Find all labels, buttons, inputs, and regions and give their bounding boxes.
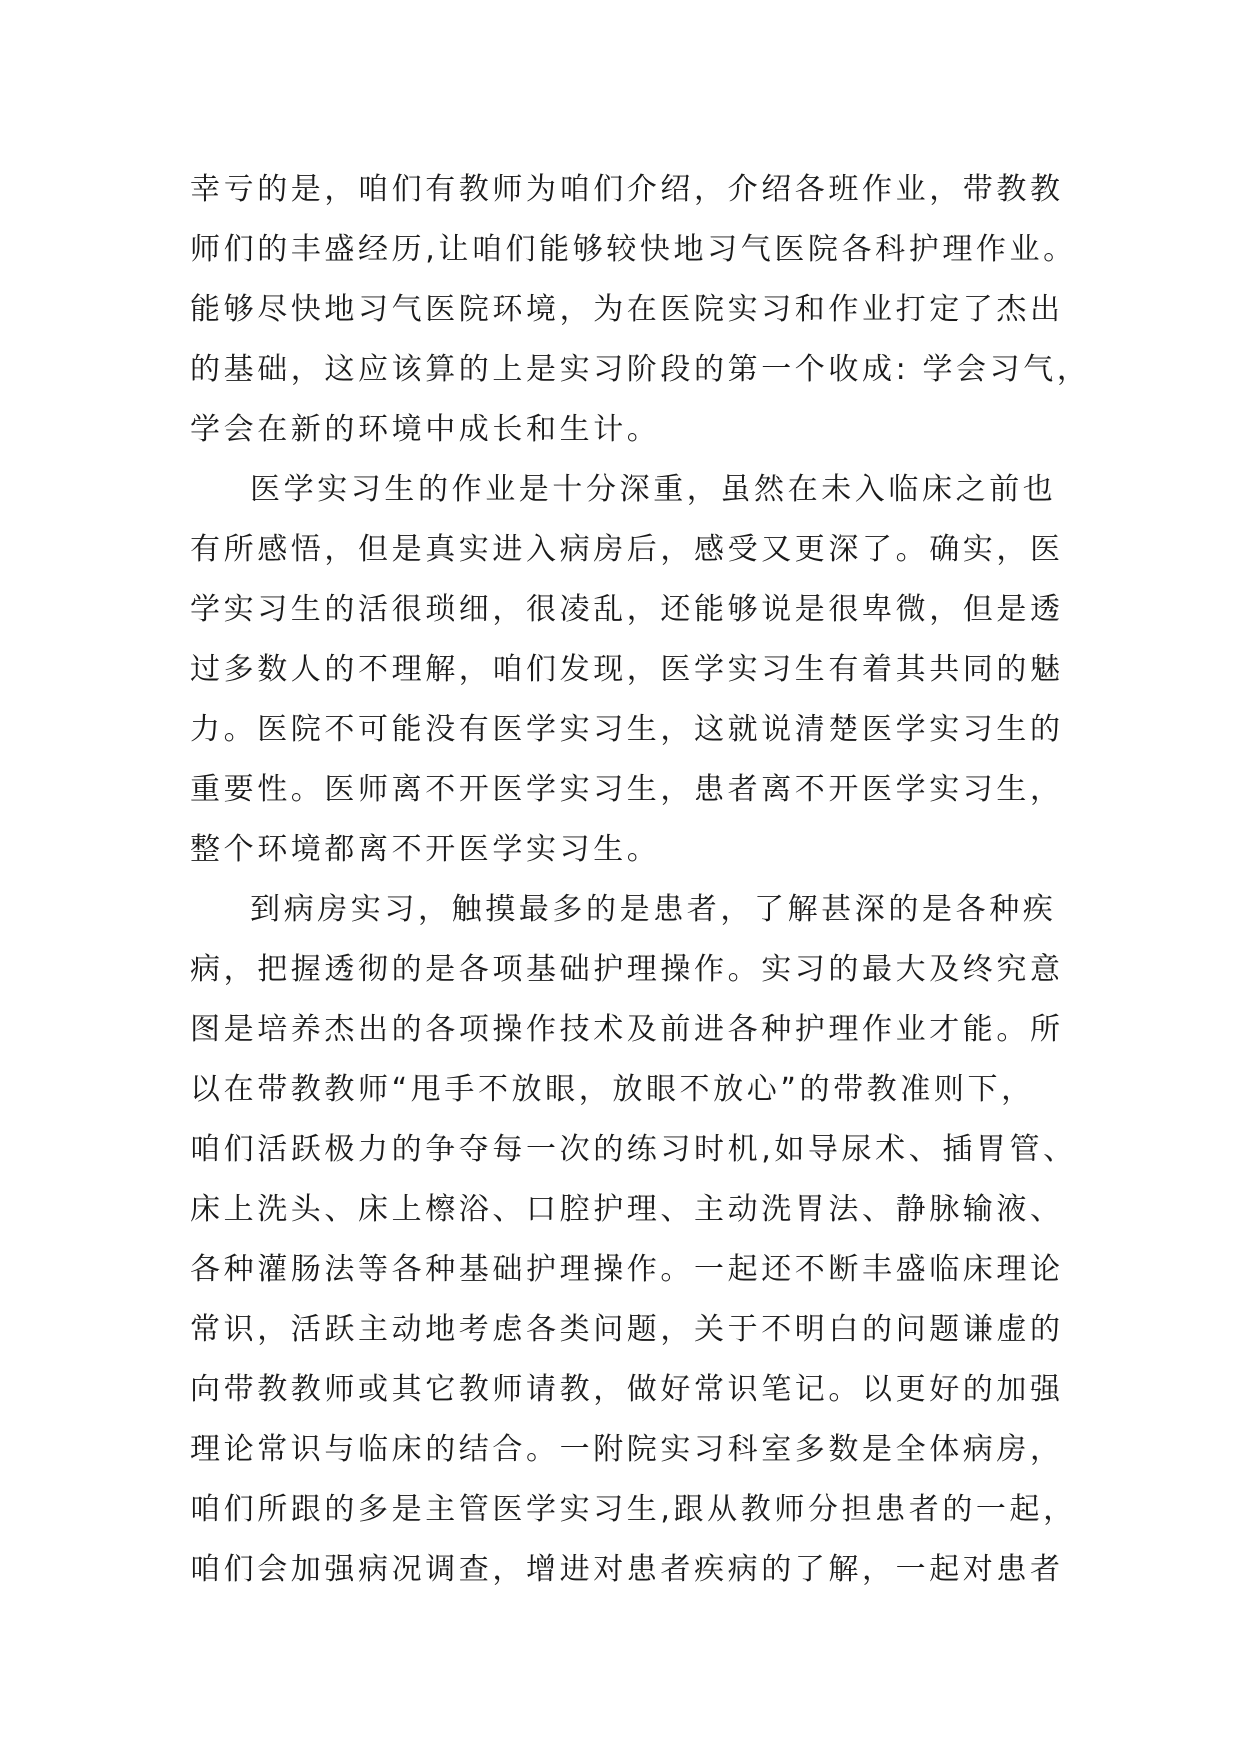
text-line: 师们的丰盛经历,让咱们能够较快地习气医院各科护理作业。 xyxy=(190,232,1077,267)
text-line: 能够尽快地习气医院环境，为在医院实习和作业打定了杰出 xyxy=(190,292,1064,327)
text-line: 各种灌肠法等各种基础护理操作。一起还不断丰盛临床理论 xyxy=(190,1252,1064,1287)
text-line: 医学实习生的作业是十分深重，虽然在未入临床之前也 xyxy=(250,472,1057,507)
text-line: 以在带教教师“甩手不放眼，放眼不放心”的带教准则下， xyxy=(190,1072,1035,1107)
text-line: 常识，活跃主动地考虑各类问题，关于不明白的问题谦虚的 xyxy=(190,1312,1064,1347)
text-line: 的基础，这应该算的上是实习阶段的第一个收成: 学会习气， xyxy=(190,352,1091,387)
text-line: 整个环境都离不开医学实习生。 xyxy=(190,832,661,867)
text-line: 床上洗头、床上檫浴、口腔护理、主动洗胃法、静脉输液、 xyxy=(190,1192,1064,1227)
text-line: 咱们所跟的多是主管医学实习生,跟从教师分担患者的一起， xyxy=(190,1492,1077,1527)
text-line: 到病房实习，触摸最多的是患者，了解甚深的是各种疾 xyxy=(250,892,1057,927)
text-line: 向带教教师或其它教师请教，做好常识笔记。以更好的加强 xyxy=(190,1372,1064,1407)
text-line: 过多数人的不理解，咱们发现，医学实习生有着其共同的魅 xyxy=(190,652,1064,687)
text-line: 有所感悟，但是真实进入病房后，感受又更深了。确实，医 xyxy=(190,532,1064,567)
text-line: 力。医院不可能没有医学实习生，这就说清楚医学实习生的 xyxy=(190,712,1064,747)
text-line: 理论常识与临床的结合。一附院实习科室多数是全体病房， xyxy=(190,1432,1064,1467)
text-line: 学会在新的环境中成长和生计。 xyxy=(190,412,661,447)
text-line: 学实习生的活很琐细，很凌乱，还能够说是很卑微，但是透 xyxy=(190,592,1064,627)
text-line: 咱们活跃极力的争夺每一次的练习时机,如导尿术、插胃管、 xyxy=(190,1132,1077,1167)
text-line: 重要性。医师离不开医学实习生，患者离不开医学实习生， xyxy=(190,772,1064,807)
body-text xyxy=(190,160,1090,1600)
text-line: 幸亏的是，咱们有教师为咱们介绍，介绍各班作业，带教教 xyxy=(190,172,1064,207)
text-line: 图是培养杰出的各项操作技术及前进各种护理作业才能。所 xyxy=(190,1012,1064,1047)
text-line: 病，把握透彻的是各项基础护理操作。实习的最大及终究意 xyxy=(190,952,1064,987)
text-line: 咱们会加强病况调查，增进对患者疾病的了解，一起对患者 xyxy=(190,1552,1064,1587)
